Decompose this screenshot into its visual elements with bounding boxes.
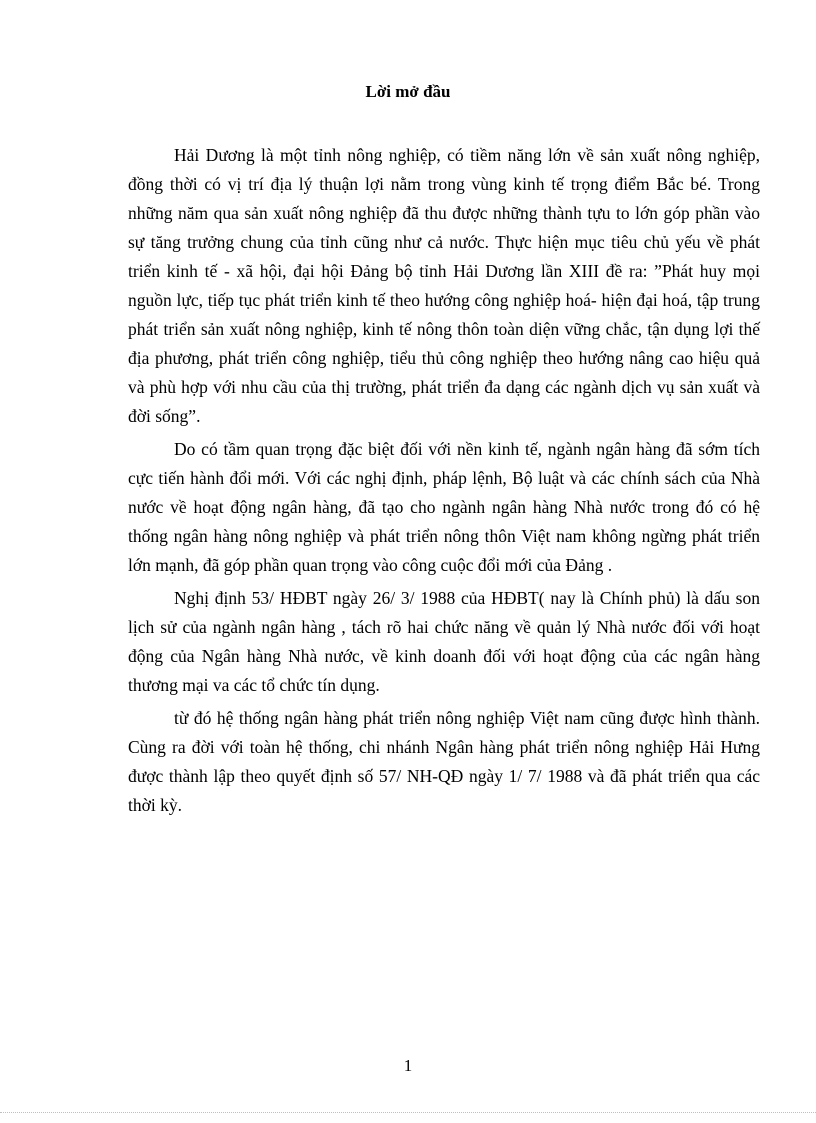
- page-number: 1: [403, 1056, 413, 1075]
- page-title: Lời mở đầu: [365, 82, 451, 101]
- paragraph-3: Nghị định 53/ HĐBT ngày 26/ 3/ 1988 của HĐBT( nay là Chính phủ) là dấu son lịch sử của ngành ngân hàng , tách rõ hai chức năng về quản lý Nhà nước đối với hoạt động của Ngân hàng Nhà nước, về kinh doanh đối với hoạt động của các ngân hàng thương mại va các tổ chức tín dụng.: [128, 588, 760, 695]
- paragraph-1: Hải Dương là một tỉnh nông nghiệp, có tiềm năng lớn về sản xuất nông nghiệp, đồng thời có vị trí địa lý thuận lợi nằm trong vùng kinh tế trọng điểm Bắc bé. Trong những năm qua sản xuất nông nghiệp đã thu được những thành tựu to lớn góp phần vào sự tăng trưởng chung của tỉnh cũng như cả nước. Thực hiện mục tiêu chủ yếu về phát triển kinh tế - xã hội, đại hội Đảng bộ tỉnh Hải Dương lần XIII đề ra: ”Phát huy mọi nguồn lực, tiếp tục phát triển kinh tế theo hướng công nghiệp hoá- hiện đại hoá, tập trung phát triển sản xuất nông nghiệp, kinh tế nông thôn toàn diện vững chắc, tận dụng lợi thế địa phương, phát triển công nghiệp, tiểu thủ công nghiệp theo hướng nâng cao hiệu quả và phù hợp với nhu cầu của thị trường, phát triển đa dạng các ngành dịch vụ sản xuất và đời sống”.: [128, 145, 760, 426]
- page-bottom-rule: [0, 1112, 816, 1113]
- document-body: [128, 141, 760, 820]
- paragraph-2: Do có tầm quan trọng đặc biệt đối với nền kinh tế, ngành ngân hàng đã sớm tích cực tiến hành đổi mới. Với các nghị định, pháp lệnh, Bộ luật và các chính sách của Nhà nước về hoạt động ngân hàng, đã tạo cho ngành ngân hàng Nhà nước trong đó có hệ thống ngân hàng nông nghiệp và phát triển nông thôn Việt nam không ngừng phát triển lớn mạnh, đã góp phần quan trọng vào công cuộc đổi mới của Đảng .: [128, 439, 760, 575]
- paragraph-4: từ đó hệ thống ngân hàng phát triển nông nghiệp Việt nam cũng được hình thành. Cùng ra đời với toàn hệ thống, chi nhánh Ngân hàng phát triển nông nghiệp Hải Hưng được thành lập theo quyết định số 57/ NH-QĐ ngày 1/ 7/ 1988 và đã phát triển qua các thời kỳ.: [128, 708, 760, 815]
